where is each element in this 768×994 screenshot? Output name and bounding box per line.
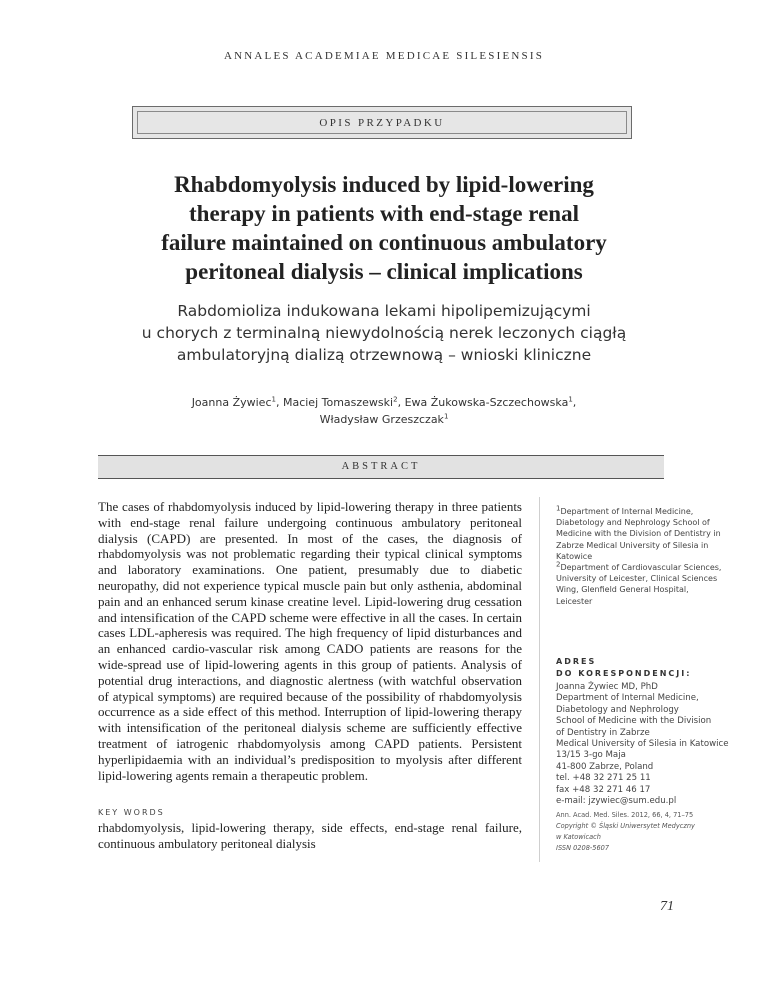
title-line: Rhabdomyolysis induced by lipid-lowering [174, 172, 594, 197]
citation-info [556, 810, 726, 854]
keywords-text: rhabdomyolysis, lipid-lowering therapy, side effects, end-stage renal failure, continuous ambulatory peritoneal dialysis [98, 820, 522, 851]
affiliation-item: $^2$Department of Cardiovascular Sciences, University of Leicester, Clinical Sciences Wing, Glenfield General Hospital, Leicester [556, 560, 722, 606]
author-name: Maciej Tomaszewski [282, 396, 394, 409]
affiliation-item: $^1$Department of Internal Medicine, Diabetology and Nephrology School of Medicine with the Division of Dentistry in Zabrze Medical University of Silesia in Katowice [556, 504, 721, 561]
author-affiliation-mark: 1 [271, 395, 276, 404]
copyright-line: Copyright © Śląski Uniwersytet Medyczny [556, 822, 695, 830]
title-line: therapy in patients with end-stage renal [189, 201, 579, 226]
keywords-label: KEY WORDS [98, 808, 165, 817]
author-name: Joanna Żywiec [191, 396, 272, 409]
copyright-line: w Katowicach [556, 833, 601, 841]
affiliations [556, 506, 726, 607]
article-title [100, 170, 668, 286]
author-affiliation-mark: 1 [568, 395, 573, 404]
correspondence-label: ADRES DO KORESPONDENCJI: [556, 657, 692, 678]
correspondence-line: 41-800 Zabrze, Poland [556, 761, 654, 772]
journal-title: ANNALES ACADEMIAE MEDICAE SILESIENSIS [223, 50, 545, 62]
author-affiliation-mark: 2 [393, 395, 398, 404]
subtitle-line: ambulatoryjną dializą otrzewnową – wnioski kliniczne [176, 346, 592, 364]
article-type-box [132, 106, 632, 139]
correspondence-line: of Dentistry in Zabrze [556, 727, 650, 738]
title-line: failure maintained on continuous ambulatory [161, 230, 607, 255]
author-affiliation-mark: 1 [443, 412, 449, 421]
author-name: Ewa Żukowska-Szczechowska [404, 396, 569, 409]
author-line [120, 411, 648, 428]
author-line: Joanna Żywiec$^1$, Maciej Tomaszewski$^2$, Ewa Żukowska-Szczechowska$^1$, [191, 395, 577, 409]
polish-title [90, 300, 678, 366]
author-list [120, 394, 648, 428]
correspondence-fax: fax +48 32 271 46 17 [556, 784, 651, 795]
correspondence-line: School of Medicine with the Division [556, 716, 712, 727]
abstract-body: The cases of rhabdomyolysis induced by lipid-lowering therapy in three patients with end-stage renal failure undergoing continuous ambulatory peritoneal dialysis (CAPD) are presented. In most of the cases, the diagnosis of rhabdomyolysis was not problematic regarding their typical clinical symptoms and laboratory examinations. One patient, presumably due to diabetic neuropathy, did not experience typical muscle pain but only asthenia, abdominal pain and an enhanced serum kinase creatine level. Lipid-lowering drug cessation and intensification of the CAPD scheme were effective in all the cases. In certain cases LDL-apheresis was required. The high frequency of lipid disturbances and an enhanced cardio-vascular risk among CADO patients are reasons for the wide-spread use of lipid-lowering agents in this group of patients. Analysis of potential drug interactions, and diagnostic alertness (with watchful observation of atypical symptoms) are required because of the possibility of rhabdomyolysis occurrence as a side effect of this method. Interruption of lipid-lowering therapy with intensification of the peritoneal dialysis scheme are sufficiently effective treatment of iatrogenic rhabdomyolysis among CAPD patients. Persistent hyperlipidaemia with an individual’s predisposition to myolysis after different lipid-lowering agents remain a therapeutic problem. [98, 499, 522, 783]
correspondence-line: Department of Internal Medicine, [556, 693, 699, 704]
abstract-heading: ABSTRACT [98, 455, 664, 479]
page-number: 71 [660, 899, 674, 914]
correspondence-line: Medical University of Silesia in Katowice [556, 739, 729, 750]
citation-reference: Ann. Acad. Med. Siles. 2012, 66, 4, 71–75 [556, 811, 694, 819]
article-type-label: OPIS PRZYPADKU [137, 111, 627, 134]
correspondence-email: e-mail: jzywiec@sum.edu.pl [556, 796, 677, 807]
correspondence-line: Diabetology and Nephrology [556, 704, 679, 715]
author-name: Władysław Grzeszczak [319, 413, 444, 426]
correspondence-address [556, 682, 736, 807]
column-divider [539, 497, 540, 862]
subtitle-line: u chorych z terminalną niewydolnością nerek leczonych ciągłą [141, 324, 627, 342]
title-line: peritoneal dialysis – clinical implications [185, 259, 583, 284]
correspondence-phone: tel. +48 32 271 25 11 [556, 773, 651, 784]
issn: ISSN 0208-5607 [556, 844, 610, 852]
correspondence-name: Joanna Żywiec MD, PhD [556, 682, 658, 692]
correspondence-line: 13/15 3-go Maja [556, 750, 626, 761]
subtitle-line: Rabdomioliza indukowana lekami hipolipemizującymi [177, 302, 591, 320]
